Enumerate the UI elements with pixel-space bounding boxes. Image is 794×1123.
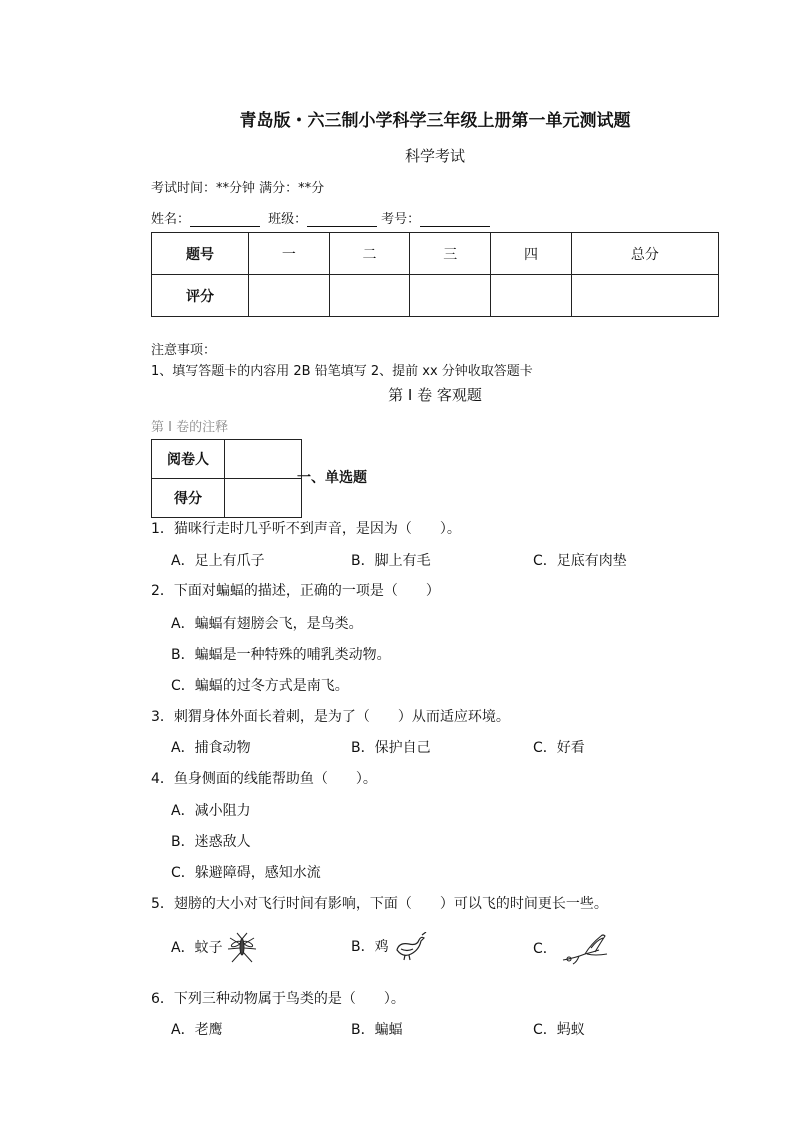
option-4a[interactable]: A．减小阻力 — [171, 803, 251, 819]
score-table-score-row — [152, 275, 719, 317]
score-header-cell: 总分 — [571, 233, 718, 275]
option-3b[interactable]: B．保护自己 — [351, 740, 431, 756]
option-6b[interactable]: B．蝙蝠 — [351, 1022, 403, 1038]
score-cell[interactable] — [491, 275, 572, 317]
question-5: 5．翅膀的大小对飞行时间有影响，下面（ ）可以飞的时间更长一些。 — [151, 896, 608, 912]
number-label: 考号： — [381, 212, 421, 227]
option-1b[interactable]: B．脚上有毛 — [351, 553, 431, 569]
question-4: 4．鱼身侧面的线能帮助鱼（ ）。 — [151, 771, 377, 787]
score-row-label: 评分 — [152, 275, 249, 317]
option-3a[interactable]: A．捕食动物 — [171, 740, 251, 756]
score-header-cell: 一 — [249, 233, 330, 275]
option-5c-label: C． — [533, 941, 557, 957]
crane-bird-icon — [561, 932, 609, 966]
page-title: 青岛版・六三制小学科学三年级上册第一单元测试题 — [239, 111, 631, 131]
name-field[interactable] — [190, 212, 260, 227]
class-field[interactable] — [307, 212, 377, 227]
option-2c[interactable]: C．蝙蝠的过冬方式是南飞。 — [171, 678, 349, 694]
score-header-cell: 二 — [329, 233, 410, 275]
part1-note: 第 I 卷的注释 — [151, 420, 229, 435]
notes-line: 1、填写答题卡的内容用 2B 铅笔填写 2、提前 xx 分钟收取答题卡 — [151, 364, 533, 379]
score-table-header-row — [152, 233, 719, 275]
option-5a-label: A．蚊子 — [171, 940, 223, 956]
score-header-cell: 三 — [410, 233, 491, 275]
score-field[interactable] — [225, 479, 302, 518]
chicken-icon — [393, 932, 427, 962]
part1-title: 第 I 卷 客观题 — [388, 386, 482, 404]
option-1c[interactable]: C．足底有肉垫 — [533, 553, 627, 569]
score-label: 得分 — [152, 479, 225, 518]
option-3c[interactable]: C．好看 — [533, 740, 585, 756]
option-4b[interactable]: B．迷惑敌人 — [171, 834, 251, 850]
option-4c[interactable]: C．躲避障碍，感知水流 — [171, 865, 321, 881]
number-field[interactable] — [420, 212, 490, 227]
page-subtitle: 科学考试 — [404, 147, 465, 165]
mosquito-icon — [227, 932, 257, 964]
student-info-line — [151, 208, 494, 227]
section-title: 一、单选题 — [297, 470, 367, 486]
option-6a[interactable]: A．老鹰 — [171, 1022, 223, 1038]
score-cell[interactable] — [571, 275, 718, 317]
score-header-cell: 题号 — [152, 233, 249, 275]
question-6: 6．下列三种动物属于鸟类的是（ ）。 — [151, 991, 405, 1007]
class-label: 班级： — [268, 212, 308, 227]
score-cell[interactable] — [410, 275, 491, 317]
option-5c[interactable] — [533, 932, 609, 966]
option-2a[interactable]: A．蝙蝠有翅膀会飞，是鸟类。 — [171, 616, 363, 632]
score-cell[interactable] — [249, 275, 330, 317]
exam-info: 考试时间：**分钟 满分：**分 — [151, 181, 325, 196]
option-5a[interactable] — [171, 932, 257, 964]
question-2: 2．下面对蝙蝠的描述，正确的一项是（ ） — [151, 583, 440, 599]
option-5b-label: B．鸡 — [351, 939, 389, 955]
score-cell[interactable] — [329, 275, 410, 317]
name-label: 姓名： — [151, 212, 191, 227]
option-1a[interactable]: A．足上有爪子 — [171, 553, 265, 569]
reader-label: 阅卷人 — [152, 440, 225, 479]
question-1: 1．猫咪行走时几乎听不到声音，是因为（ ）。 — [151, 521, 461, 537]
option-6c[interactable]: C．蚂蚁 — [533, 1022, 585, 1038]
option-2b[interactable]: B．蝙蝠是一种特殊的哺乳类动物。 — [171, 647, 391, 663]
question-3: 3．刺猬身体外面长着刺，是为了（ ）从而适应环境。 — [151, 709, 510, 725]
option-5b[interactable] — [351, 932, 427, 962]
reader-field[interactable] — [225, 440, 302, 479]
notes-heading: 注意事项： — [151, 343, 217, 358]
score-table — [151, 232, 719, 317]
reader-score-box — [151, 439, 302, 518]
score-header-cell: 四 — [491, 233, 572, 275]
